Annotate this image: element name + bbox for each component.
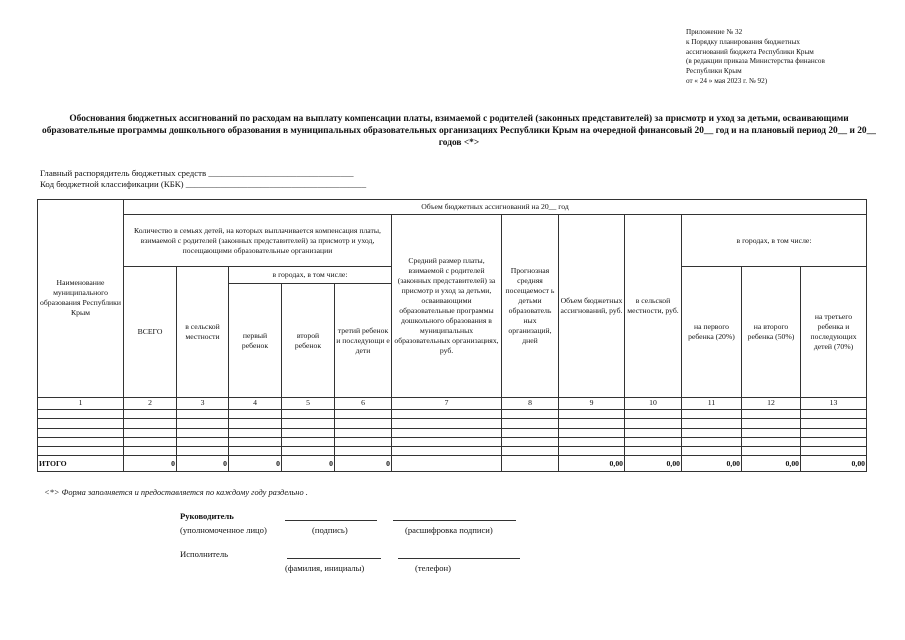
header-cities-incl: в городах, в том числе:: [229, 266, 392, 284]
table-cell[interactable]: [177, 419, 229, 428]
table-cell[interactable]: [742, 447, 801, 456]
header-second-pct: на второго ребенка (50%): [742, 266, 801, 397]
annex-line: Республики Крым: [686, 67, 742, 76]
document-title: Обоснования бюджетных ассигнований по расходам на выплату компенсации платы, взимаемой с родителей (законных представителей) за присмотр и уход за детьми, осваивающими образовательные программы дошкольного образования в муниципальных образовательных организациях Республики Крым на очередной финансовый 20__ год и на плановый период 20__ и 20__ годов <*>: [42, 114, 876, 148]
table-cell[interactable]: [625, 428, 682, 437]
footnote: <*> Форма заполняется и предоставляется по каждому году раздельно .: [44, 488, 308, 497]
table-cell[interactable]: [392, 437, 502, 446]
empty-row: [38, 447, 867, 456]
table-cell[interactable]: [392, 447, 502, 456]
table-cell[interactable]: [502, 437, 559, 446]
table-cell[interactable]: [559, 410, 625, 419]
total-value: 0: [335, 456, 392, 472]
table-cell[interactable]: [229, 447, 282, 456]
col-number: 13: [801, 397, 867, 409]
table-cell[interactable]: [229, 437, 282, 446]
col-number: 2: [124, 397, 177, 409]
total-value: 0: [124, 456, 177, 472]
table-cell[interactable]: [177, 410, 229, 419]
table-cell[interactable]: [801, 410, 867, 419]
table-cell[interactable]: [502, 428, 559, 437]
header-forecast: Прогнозная средняя посещаемост ь детьми образователь ных организаций, дней: [502, 215, 559, 397]
head-sub-label: (уполномоченное лицо): [180, 525, 267, 535]
total-label: ИТОГО: [38, 456, 124, 472]
total-value: 0,00: [625, 456, 682, 472]
table-cell[interactable]: [502, 447, 559, 456]
total-value: 0: [177, 456, 229, 472]
col-number: 10: [625, 397, 682, 409]
empty-row: [38, 437, 867, 446]
total-value: [502, 456, 559, 472]
table-cell[interactable]: [124, 428, 177, 437]
table-cell[interactable]: [801, 419, 867, 428]
header-volume-group: Объем бюджетных ассигнований на 20__ год: [124, 200, 867, 215]
phone-label: (телефон): [415, 563, 451, 573]
table-cell[interactable]: [38, 428, 124, 437]
header-second-child: второй ребенок: [282, 284, 335, 397]
annex-line: (в редакции приказа Министерства финансов: [686, 57, 825, 66]
budget-table: [37, 199, 867, 472]
table-cell[interactable]: [124, 437, 177, 446]
header-first-child: первый ребенок: [229, 284, 282, 397]
table-cell[interactable]: [559, 428, 625, 437]
col-number: 9: [559, 397, 625, 409]
table-cell[interactable]: [682, 447, 742, 456]
col-number: 1: [38, 397, 124, 409]
table-cell[interactable]: [742, 410, 801, 419]
table-cell[interactable]: [38, 410, 124, 419]
table-cell[interactable]: [742, 419, 801, 428]
header-volume: Объем бюджетных ассигнований, руб.: [559, 215, 625, 397]
empty-row: [38, 410, 867, 419]
table-cell[interactable]: [229, 410, 282, 419]
table-cell[interactable]: [801, 447, 867, 456]
table-cell[interactable]: [177, 428, 229, 437]
annex-line: к Порядку планирования бюджетных: [686, 37, 800, 46]
table-cell[interactable]: [392, 410, 502, 419]
table-cell[interactable]: [559, 437, 625, 446]
total-value: 0: [282, 456, 335, 472]
executor-name-line: [287, 558, 381, 559]
executor-label: Исполнитель: [180, 549, 229, 559]
table-cell[interactable]: [335, 428, 392, 437]
col-number: 11: [682, 397, 742, 409]
table-cell[interactable]: [392, 428, 502, 437]
col-number: 6: [335, 397, 392, 409]
table-cell[interactable]: [229, 419, 282, 428]
col-number: 5: [282, 397, 335, 409]
table-cell[interactable]: [682, 410, 742, 419]
table-cell[interactable]: [177, 447, 229, 456]
table-cell[interactable]: [335, 419, 392, 428]
head-label: Руководитель: [180, 511, 234, 521]
signature-decode-label: (расшифровка подписи): [405, 525, 493, 535]
table-cell[interactable]: [335, 437, 392, 446]
col-number: 3: [177, 397, 229, 409]
header-third-child: третий ребенок и последующи е дети: [335, 284, 392, 397]
table-cell[interactable]: [559, 419, 625, 428]
total-row: [38, 456, 867, 472]
total-value: 0,00: [559, 456, 625, 472]
table-cell[interactable]: [282, 410, 335, 419]
empty-row: [38, 428, 867, 437]
table-cell[interactable]: [38, 437, 124, 446]
total-value: 0,00: [801, 456, 867, 472]
table-cell[interactable]: [38, 419, 124, 428]
header-third-pct: на третьего ребенка и последующих детей (70%): [801, 266, 867, 397]
annex-line: ассигнований бюджета Республики Крым: [686, 47, 814, 56]
table-cell[interactable]: [502, 410, 559, 419]
table-cell[interactable]: [282, 419, 335, 428]
header-children-group: Количество в семьях детей, на которых выплачивается компенсация платы, взимаемой с родителей (законных представителей) за присмотр и уход, посещающими образовательные организации: [124, 215, 392, 267]
table-cell[interactable]: [38, 447, 124, 456]
header-first-pct: на первого ребенка (20%): [682, 266, 742, 397]
table-cell[interactable]: [124, 410, 177, 419]
annex-block: [686, 28, 825, 87]
col-number-row: [38, 397, 867, 409]
col-number: 4: [229, 397, 282, 409]
header-total: ВСЕГО: [124, 266, 177, 397]
table-cell[interactable]: [335, 410, 392, 419]
col-number: 8: [502, 397, 559, 409]
chief-manager-line: Главный распорядитель бюджетных средств _________________________________: [40, 168, 354, 178]
table-cell[interactable]: [282, 447, 335, 456]
budget-code-line: Код бюджетной классификации (КБК) _________________________________________: [40, 179, 367, 189]
table-cell[interactable]: [282, 437, 335, 446]
executor-name-label: (фамилия, инициалы): [285, 563, 365, 573]
table-cell[interactable]: [625, 437, 682, 446]
table-cell[interactable]: [742, 437, 801, 446]
total-value: 0,00: [682, 456, 742, 472]
table-cell[interactable]: [392, 419, 502, 428]
table-cell[interactable]: [559, 447, 625, 456]
header-rural-rub: в сельской местности, руб.: [625, 215, 682, 397]
table-cell[interactable]: [335, 447, 392, 456]
annex-line: от « 24 » мая 2023 г. № 92): [686, 76, 768, 85]
table-cell[interactable]: [124, 419, 177, 428]
total-value: [392, 456, 502, 472]
table-cell[interactable]: [502, 419, 559, 428]
header-avg-fee: Средний размер платы, взимаемой с родителей (законных представителей) за присмотр и уход за детьми, осваивающими образовательные программы дошкольного образования в муниципальных образовательных организациях, руб.: [392, 215, 502, 397]
signature-label: (подпись): [312, 525, 348, 535]
table-cell[interactable]: [625, 410, 682, 419]
col-number: 7: [392, 397, 502, 409]
table-cell[interactable]: [682, 419, 742, 428]
table-cell[interactable]: [282, 428, 335, 437]
table-cell[interactable]: [124, 447, 177, 456]
table-cell[interactable]: [682, 437, 742, 446]
annex-line: Приложение № 32: [686, 28, 743, 36]
table-cell[interactable]: [177, 437, 229, 446]
total-value: 0: [229, 456, 282, 472]
signature-decode-line: [393, 520, 516, 521]
table-cell[interactable]: [625, 419, 682, 428]
table-cell[interactable]: [229, 428, 282, 437]
table-cell[interactable]: [742, 428, 801, 437]
table-cell[interactable]: [625, 447, 682, 456]
header-rural: в сельской местности: [177, 266, 229, 397]
total-value: 0,00: [742, 456, 801, 472]
table-cell[interactable]: [682, 428, 742, 437]
col-number: 12: [742, 397, 801, 409]
empty-row: [38, 419, 867, 428]
table-cell[interactable]: [801, 428, 867, 437]
header-cities-incl2: в городах, в том числе:: [682, 215, 867, 267]
phone-line: [398, 558, 520, 559]
table-cell[interactable]: [801, 437, 867, 446]
signature-line: [285, 520, 377, 521]
header-name: Наименование муниципального образования Республики Крым: [38, 200, 124, 398]
